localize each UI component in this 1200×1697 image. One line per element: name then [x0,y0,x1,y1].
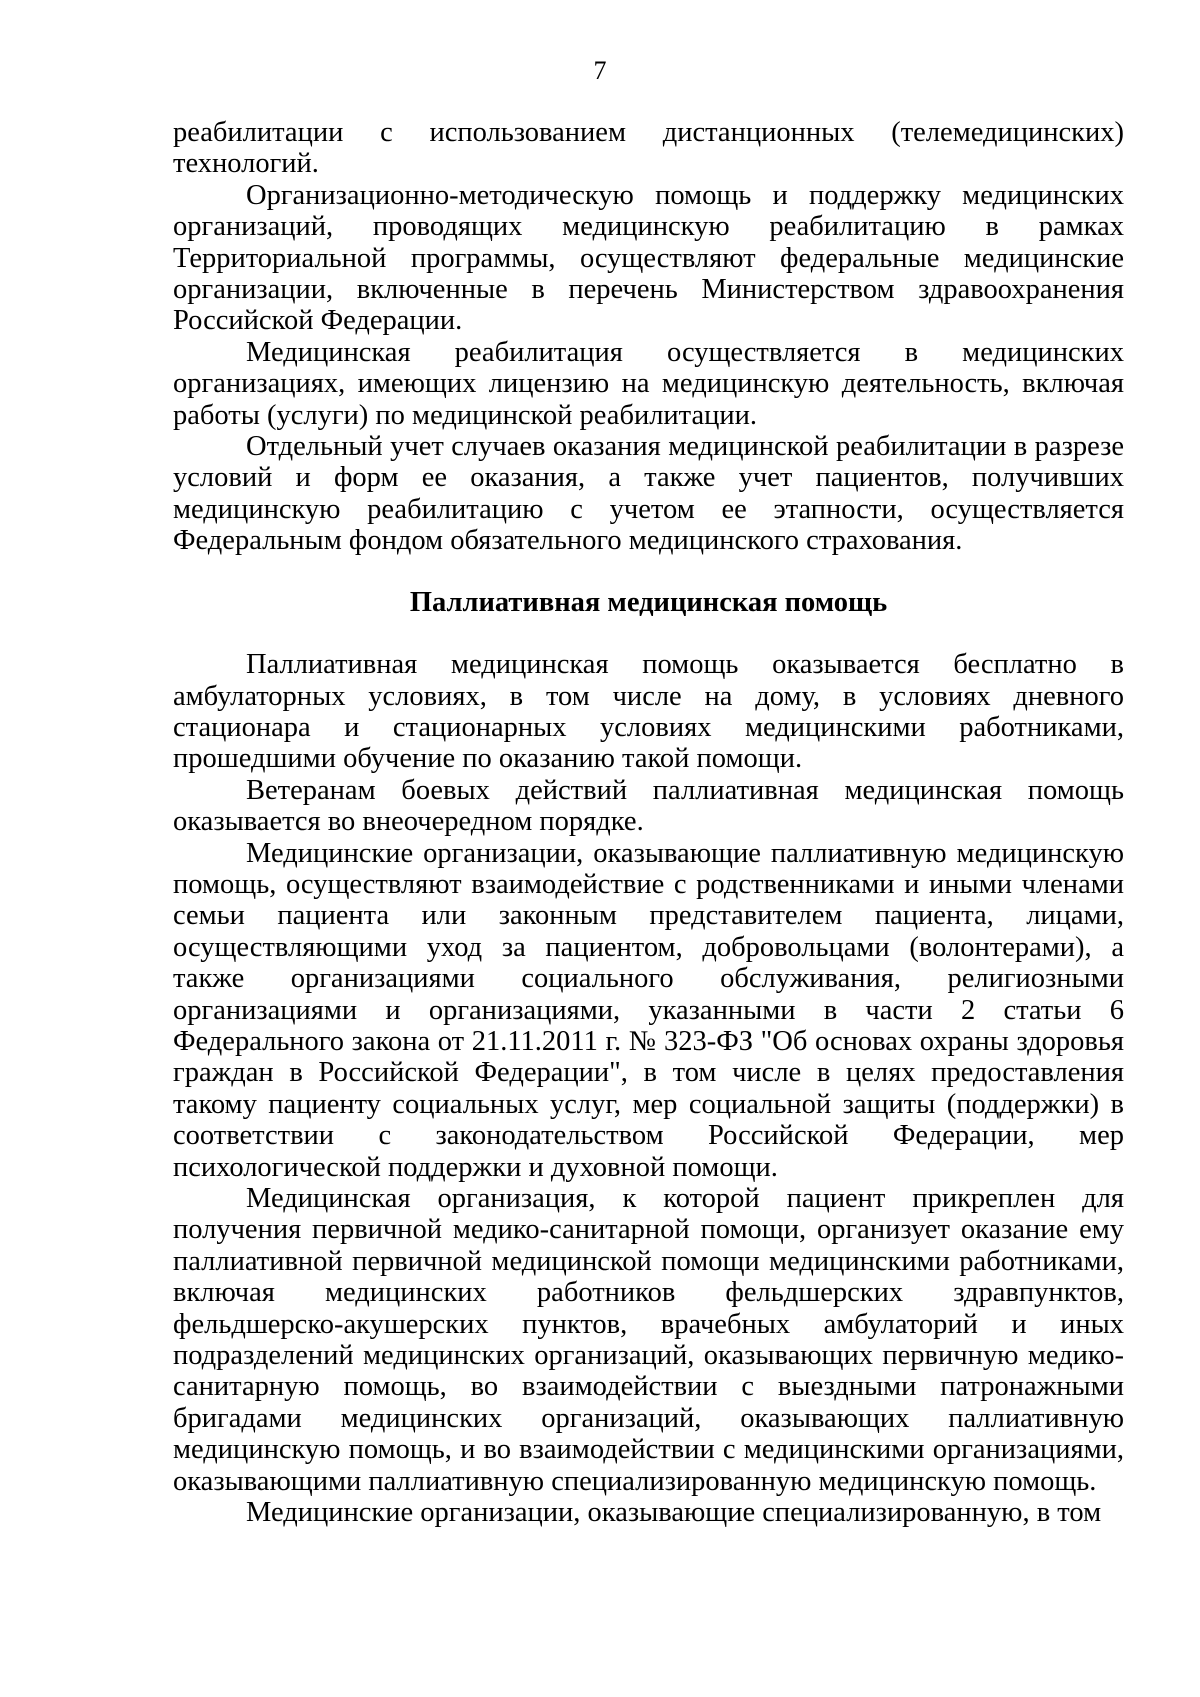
section-heading: Паллиативная медицинская помощь [409,586,888,618]
paragraph-interaction: Медицинские организации, оказывающие паллиативную медицинскую помощь, осуществляют взаимодействие с родственниками и иными членами семьи пациента или законным представителем пациента, лицами, осуществляющими уход за пациентом, добровольцами (волонтерами), а также организациями социального обслуживания, религиозными организациями и организациями, указанными в части 2 статьи 6 Федерального закона от 21.11.2011 г. № 323-ФЗ "Об основах охраны здоровья граждан в Российской Федерации", в том числе в целях предоставления такому пациенту социальных услуг, мер социальной защиты (поддержки) в соответствии с законодательством Российской Федерации, мер психологической поддержки и духовной помощи. [173,837,1124,1183]
paragraph-primary-care-organization: Медицинская организация, к которой пациент прикреплен для получения первичной медико-санитарной помощи, организует оказание ему паллиативной первичной медицинской помощи медицинскими работниками, включая медицинских работников фельдшерских здравпунктов, фельдшерско-акушерских пунктов, врачебных амбулаторий и иных подразделений медицинских организаций, оказывающих первичную медико-санитарную помощь, во взаимодействии с выездными патронажными бригадами медицинских организаций, оказывающих паллиативную медицинскую помощь, и во взаимодействии с медицинскими организациями, оказывающими паллиативную специализированную медицинскую помощь. [173,1183,1124,1497]
paragraph-palliative-free-care: Паллиативная медицинская помощь оказывается бесплатно в амбулаторных условиях, в том числе на дому, в условиях дневного стационара и стационарных условиях медицинскими работниками, прошедшими обучение по оказанию такой помощи. [173,649,1124,775]
paragraph-methodical-support: Организационно-методическую помощь и поддержку медицинских организаций, проводящих медицинскую реабилитацию в рамках Территориальной программы, осуществляют федеральные медицинские организации, включенные в перечень Министерством здравоохранения Российской Федерации. [173,179,1124,337]
page-number: 7 [593,56,607,85]
paragraph-veterans-priority: Ветеранам боевых действий паллиативная медицинская помощь оказывается во внеочередном порядке. [173,774,1124,838]
paragraph-rehabilitation-licensing: Медицинская реабилитация осуществляется в медицинских организациях, имеющих лицензию на медицинскую деятельность, включая работы (услуги) по медицинской реабилитации. [173,336,1124,431]
document-body [173,117,1124,1528]
paragraph-rehabilitation-accounting: Отдельный учет случаев оказания медицинской реабилитации в разрезе условий и форм ее оказания, а также учет пациентов, получивших медицинскую реабилитацию с учетом ее этапности, осуществляется Федеральным фондом обязательного медицинского страхования. [173,431,1124,557]
paragraph-rehabilitation-continuation: реабилитации с использованием дистанционных (телемедицинских) технологий. [173,117,1124,180]
paragraph-specialized-organizations: Медицинские организации, оказывающие специализированную, в том [246,1497,1102,1529]
